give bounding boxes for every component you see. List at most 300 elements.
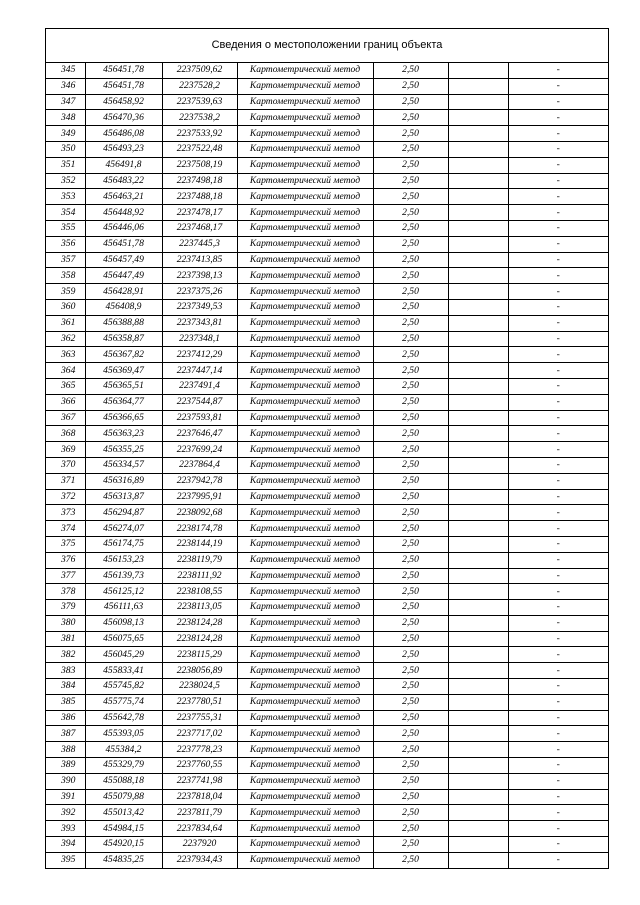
coord-x: 456153,23 bbox=[85, 552, 162, 568]
empty-cell bbox=[448, 805, 508, 821]
point-number: 379 bbox=[46, 600, 85, 616]
method-cell: Картометрический метод bbox=[237, 378, 373, 394]
coord-x: 456075,65 bbox=[85, 631, 162, 647]
description-cell: - bbox=[508, 679, 608, 695]
point-number: 346 bbox=[46, 78, 85, 94]
description-cell: - bbox=[508, 236, 608, 252]
table-row bbox=[46, 710, 608, 726]
accuracy-cell: 2,50 bbox=[373, 473, 448, 489]
point-number: 360 bbox=[46, 299, 85, 315]
coord-x: 455775,74 bbox=[85, 694, 162, 710]
description-cell: - bbox=[508, 600, 608, 616]
point-number: 388 bbox=[46, 742, 85, 758]
coord-x: 456493,23 bbox=[85, 141, 162, 157]
point-number: 363 bbox=[46, 347, 85, 363]
description-cell: - bbox=[508, 821, 608, 837]
method-cell: Картометрический метод bbox=[237, 521, 373, 537]
coord-y: 2237818,04 bbox=[162, 789, 237, 805]
accuracy-cell: 2,50 bbox=[373, 536, 448, 552]
accuracy-cell: 2,50 bbox=[373, 568, 448, 584]
empty-cell bbox=[448, 220, 508, 236]
accuracy-cell: 2,50 bbox=[373, 442, 448, 458]
description-cell: - bbox=[556, 854, 560, 866]
point-number: 368 bbox=[46, 426, 85, 442]
description-cell: - bbox=[508, 742, 608, 758]
method-cell: Картометрический метод bbox=[237, 315, 373, 331]
empty-cell bbox=[448, 600, 508, 616]
coord-x: 456364,77 bbox=[85, 394, 162, 410]
point-number: 391 bbox=[46, 789, 85, 805]
method-cell: Картометрический метод bbox=[237, 394, 373, 410]
coord-x: 456428,91 bbox=[85, 284, 162, 300]
point-number: 354 bbox=[46, 205, 85, 221]
table-row bbox=[46, 426, 608, 442]
coord-y: 2237348,1 bbox=[162, 331, 237, 347]
coord-x: 456451,78 bbox=[85, 63, 162, 78]
coord-x: 456316,89 bbox=[85, 473, 162, 489]
empty-cell bbox=[448, 521, 508, 537]
coord-x: 456366,65 bbox=[85, 410, 162, 426]
description-cell: - bbox=[508, 758, 608, 774]
point-number: 377 bbox=[46, 568, 85, 584]
empty-cell bbox=[448, 852, 508, 867]
table-row bbox=[46, 742, 608, 758]
coord-x: 456408,9 bbox=[85, 299, 162, 315]
accuracy-cell: 2,50 bbox=[373, 694, 448, 710]
description-cell: - bbox=[508, 837, 608, 853]
table-row bbox=[46, 284, 608, 300]
description-cell: - bbox=[508, 521, 608, 537]
point-number: 392 bbox=[46, 805, 85, 821]
coord-y: 2237349,53 bbox=[162, 299, 237, 315]
coord-x: 456448,92 bbox=[85, 205, 162, 221]
coord-x: 456139,73 bbox=[85, 568, 162, 584]
coord-x: 455833,41 bbox=[85, 663, 162, 679]
method-cell: Картометрический метод bbox=[237, 584, 373, 600]
method-cell: Картометрический метод bbox=[237, 189, 373, 205]
empty-cell bbox=[448, 94, 508, 110]
table-row bbox=[46, 821, 608, 837]
empty-cell bbox=[448, 347, 508, 363]
coord-y: 2237509,62 bbox=[162, 63, 237, 78]
description-cell: - bbox=[508, 94, 608, 110]
point-number: 349 bbox=[46, 126, 85, 142]
accuracy-cell: 2,50 bbox=[373, 489, 448, 505]
coord-y: 2237760,55 bbox=[162, 758, 237, 774]
empty-cell bbox=[448, 426, 508, 442]
table-row bbox=[46, 505, 608, 521]
method-cell: Картометрический метод bbox=[237, 94, 373, 110]
accuracy-cell: 2,50 bbox=[373, 284, 448, 300]
empty-cell bbox=[448, 141, 508, 157]
description-cell: - bbox=[508, 647, 608, 663]
empty-cell bbox=[448, 78, 508, 94]
coord-x: 455384,2 bbox=[85, 742, 162, 758]
description-cell: - bbox=[508, 252, 608, 268]
accuracy-cell: 2,50 bbox=[373, 457, 448, 473]
point-number: 359 bbox=[46, 284, 85, 300]
coord-x: 454835,25 bbox=[85, 852, 162, 867]
table-row bbox=[46, 647, 608, 663]
table-row bbox=[46, 442, 608, 458]
coord-y: 2238113,05 bbox=[162, 600, 237, 616]
empty-cell bbox=[448, 363, 508, 379]
point-number: 380 bbox=[46, 615, 85, 631]
method-cell: Картометрический метод bbox=[237, 220, 373, 236]
accuracy-cell: 2,50 bbox=[373, 252, 448, 268]
coord-x: 456367,82 bbox=[85, 347, 162, 363]
empty-cell bbox=[448, 837, 508, 853]
accuracy-cell: 2,50 bbox=[373, 521, 448, 537]
table-row bbox=[46, 252, 608, 268]
table-row bbox=[46, 94, 608, 110]
coord-x: 456363,23 bbox=[85, 426, 162, 442]
method-cell: Картометрический метод bbox=[237, 773, 373, 789]
point-number: 384 bbox=[46, 679, 85, 695]
point-number: 365 bbox=[46, 378, 85, 394]
method-cell: Картометрический метод bbox=[237, 837, 373, 853]
point-number: 357 bbox=[46, 252, 85, 268]
empty-cell bbox=[448, 110, 508, 126]
empty-cell bbox=[448, 252, 508, 268]
coord-y: 2237413,85 bbox=[162, 252, 237, 268]
description-cell: - bbox=[508, 315, 608, 331]
method-cell: Картометрический метод bbox=[237, 205, 373, 221]
table-row bbox=[46, 78, 608, 94]
description-cell: - bbox=[508, 726, 608, 742]
coord-y: 2237508,19 bbox=[162, 157, 237, 173]
method-cell: Картометрический метод bbox=[237, 363, 373, 379]
description-cell: - bbox=[508, 773, 608, 789]
point-number: 387 bbox=[46, 726, 85, 742]
coord-x: 456334,57 bbox=[85, 457, 162, 473]
coord-x: 456486,08 bbox=[85, 126, 162, 142]
empty-cell bbox=[448, 284, 508, 300]
coord-x: 456463,21 bbox=[85, 189, 162, 205]
accuracy-cell: 2,50 bbox=[373, 331, 448, 347]
method-cell: Картометрический метод bbox=[237, 268, 373, 284]
point-number: 356 bbox=[46, 236, 85, 252]
empty-cell bbox=[448, 758, 508, 774]
coord-x: 456457,49 bbox=[85, 252, 162, 268]
empty-cell bbox=[448, 268, 508, 284]
table-row bbox=[46, 205, 608, 221]
coord-y: 2238092,68 bbox=[162, 505, 237, 521]
coord-y: 2237522,48 bbox=[162, 141, 237, 157]
coord-y: 2238024,5 bbox=[162, 679, 237, 695]
table-row bbox=[46, 394, 608, 410]
empty-cell bbox=[448, 536, 508, 552]
coord-x: 456111,63 bbox=[85, 600, 162, 616]
coord-x: 456045,29 bbox=[85, 647, 162, 663]
description-cell: - bbox=[508, 457, 608, 473]
coord-y: 2237699,24 bbox=[162, 442, 237, 458]
accuracy-cell: 2,50 bbox=[373, 205, 448, 221]
table-row bbox=[46, 268, 608, 284]
table-row bbox=[46, 600, 608, 616]
table-row bbox=[46, 347, 608, 363]
table-row bbox=[46, 758, 608, 774]
empty-cell bbox=[448, 694, 508, 710]
coord-y: 2238124,28 bbox=[162, 615, 237, 631]
method-cell: Картометрический метод bbox=[237, 426, 373, 442]
coord-x: 456313,87 bbox=[85, 489, 162, 505]
description-cell: - bbox=[508, 552, 608, 568]
description-cell: - bbox=[508, 663, 608, 679]
coord-y: 2237646,47 bbox=[162, 426, 237, 442]
accuracy-cell: 2,50 bbox=[373, 236, 448, 252]
coord-x: 455393,05 bbox=[85, 726, 162, 742]
table-row bbox=[46, 631, 608, 647]
description-cell: - bbox=[508, 584, 608, 600]
point-number: 361 bbox=[46, 315, 85, 331]
accuracy-cell: 2,50 bbox=[373, 679, 448, 695]
method-cell: Картометрический метод bbox=[237, 821, 373, 837]
method-cell: Картометрический метод bbox=[237, 600, 373, 616]
accuracy-cell: 2,50 bbox=[373, 600, 448, 616]
method-cell: Картометрический метод bbox=[237, 489, 373, 505]
point-number: 381 bbox=[46, 631, 85, 647]
table-row bbox=[46, 805, 608, 821]
accuracy-cell: 2,50 bbox=[373, 347, 448, 363]
table-row bbox=[46, 173, 608, 189]
accuracy-cell: 2,50 bbox=[373, 710, 448, 726]
coord-y: 2238174,78 bbox=[162, 521, 237, 537]
description-cell: - bbox=[508, 789, 608, 805]
point-number: 362 bbox=[46, 331, 85, 347]
coord-y: 2237755,31 bbox=[162, 710, 237, 726]
empty-cell bbox=[448, 63, 508, 78]
point-number: 393 bbox=[46, 821, 85, 837]
empty-cell bbox=[448, 489, 508, 505]
coord-y: 2237412,29 bbox=[162, 347, 237, 363]
point-number: 374 bbox=[46, 521, 85, 537]
method-cell: Картометрический метод bbox=[237, 742, 373, 758]
accuracy-cell: 2,50 bbox=[373, 726, 448, 742]
coordinates-table-body bbox=[46, 63, 608, 868]
accuracy-cell: 2,50 bbox=[373, 63, 448, 78]
coord-x: 456451,78 bbox=[85, 236, 162, 252]
point-number: 348 bbox=[46, 110, 85, 126]
coord-y: 2237447,14 bbox=[162, 363, 237, 379]
accuracy-cell: 2,50 bbox=[373, 821, 448, 837]
method-cell: Картометрический метод bbox=[237, 536, 373, 552]
accuracy-cell: 2,50 bbox=[373, 631, 448, 647]
table-row bbox=[46, 110, 608, 126]
point-number: 395 bbox=[46, 852, 85, 867]
empty-cell bbox=[448, 157, 508, 173]
table-row bbox=[46, 410, 608, 426]
description-cell: - bbox=[508, 78, 608, 94]
method-cell: Картометрический метод bbox=[237, 789, 373, 805]
coord-y: 2237398,13 bbox=[162, 268, 237, 284]
accuracy-cell: 2,50 bbox=[373, 615, 448, 631]
table-row bbox=[46, 663, 608, 679]
table-row bbox=[46, 63, 608, 78]
description-cell: - bbox=[508, 299, 608, 315]
accuracy-cell: 2,50 bbox=[373, 94, 448, 110]
coord-x: 455013,42 bbox=[85, 805, 162, 821]
coord-y: 2238056,89 bbox=[162, 663, 237, 679]
description-cell: - bbox=[508, 205, 608, 221]
coord-y: 2237468,17 bbox=[162, 220, 237, 236]
coord-y: 2237934,43 bbox=[162, 852, 237, 867]
empty-cell bbox=[448, 173, 508, 189]
table-row bbox=[46, 726, 608, 742]
point-number: 369 bbox=[46, 442, 85, 458]
description-cell: - bbox=[508, 568, 608, 584]
point-number: 352 bbox=[46, 173, 85, 189]
description-cell: - bbox=[508, 363, 608, 379]
table-row bbox=[46, 536, 608, 552]
empty-cell bbox=[448, 647, 508, 663]
accuracy-cell: 2,50 bbox=[373, 852, 448, 867]
coordinates-table bbox=[46, 63, 608, 868]
empty-cell bbox=[448, 299, 508, 315]
method-cell: Картометрический метод bbox=[237, 410, 373, 426]
table-row bbox=[46, 837, 608, 853]
coord-x: 455329,79 bbox=[85, 758, 162, 774]
coord-x: 456447,49 bbox=[85, 268, 162, 284]
accuracy-cell: 2,50 bbox=[373, 220, 448, 236]
coord-x: 456355,25 bbox=[85, 442, 162, 458]
empty-cell bbox=[448, 726, 508, 742]
description-cell: - bbox=[508, 536, 608, 552]
table-row bbox=[46, 457, 608, 473]
point-number: 350 bbox=[46, 141, 85, 157]
accuracy-cell: 2,50 bbox=[373, 189, 448, 205]
empty-cell bbox=[448, 631, 508, 647]
point-number: 394 bbox=[46, 837, 85, 853]
coord-y: 2238115,29 bbox=[162, 647, 237, 663]
empty-cell bbox=[448, 315, 508, 331]
coord-y: 2237811,79 bbox=[162, 805, 237, 821]
coord-y: 2237593,81 bbox=[162, 410, 237, 426]
coord-x: 454984,15 bbox=[85, 821, 162, 837]
accuracy-cell: 2,50 bbox=[373, 378, 448, 394]
accuracy-cell: 2,50 bbox=[373, 299, 448, 315]
table-row bbox=[46, 236, 608, 252]
method-cell: Картометрический метод bbox=[237, 63, 373, 78]
accuracy-cell: 2,50 bbox=[373, 394, 448, 410]
description-cell: - bbox=[508, 473, 608, 489]
empty-cell bbox=[448, 205, 508, 221]
empty-cell bbox=[448, 742, 508, 758]
point-number: 366 bbox=[46, 394, 85, 410]
table-row bbox=[46, 141, 608, 157]
table-row bbox=[46, 331, 608, 347]
empty-cell bbox=[448, 378, 508, 394]
method-cell: Картометрический метод bbox=[237, 805, 373, 821]
boundary-coordinates-document bbox=[45, 28, 609, 869]
coord-y: 2237780,51 bbox=[162, 694, 237, 710]
coord-y: 2237375,26 bbox=[162, 284, 237, 300]
point-number: 371 bbox=[46, 473, 85, 489]
point-number: 385 bbox=[46, 694, 85, 710]
coord-x: 456491,8 bbox=[85, 157, 162, 173]
coord-y: 2237920 bbox=[162, 837, 237, 853]
description-cell: - bbox=[508, 141, 608, 157]
table-row bbox=[46, 789, 608, 805]
description-cell: - bbox=[508, 173, 608, 189]
method-cell: Картометрический метод bbox=[237, 663, 373, 679]
coord-y: 2238119,79 bbox=[162, 552, 237, 568]
accuracy-cell: 2,50 bbox=[373, 505, 448, 521]
accuracy-cell: 2,50 bbox=[373, 126, 448, 142]
table-row bbox=[46, 852, 608, 867]
point-number: 358 bbox=[46, 268, 85, 284]
description-cell: - bbox=[508, 615, 608, 631]
accuracy-cell: 2,50 bbox=[373, 742, 448, 758]
point-number: 345 bbox=[46, 63, 85, 78]
method-cell: Картометрический метод bbox=[237, 473, 373, 489]
method-cell: Картометрический метод bbox=[237, 852, 373, 867]
coord-x: 456358,87 bbox=[85, 331, 162, 347]
empty-cell bbox=[448, 473, 508, 489]
method-cell: Картометрический метод bbox=[237, 631, 373, 647]
coord-y: 2237528,2 bbox=[162, 78, 237, 94]
table-row bbox=[46, 299, 608, 315]
method-cell: Картометрический метод bbox=[237, 141, 373, 157]
accuracy-cell: 2,50 bbox=[373, 173, 448, 189]
point-number: 376 bbox=[46, 552, 85, 568]
table-row bbox=[46, 679, 608, 695]
method-cell: Картометрический метод bbox=[237, 679, 373, 695]
coord-y: 2238108,55 bbox=[162, 584, 237, 600]
empty-cell bbox=[448, 679, 508, 695]
description-cell: - bbox=[508, 710, 608, 726]
table-row bbox=[46, 694, 608, 710]
coord-x: 456294,87 bbox=[85, 505, 162, 521]
coord-y: 2238144,19 bbox=[162, 536, 237, 552]
table-row bbox=[46, 521, 608, 537]
description-cell: - bbox=[508, 110, 608, 126]
point-number: 386 bbox=[46, 710, 85, 726]
empty-cell bbox=[448, 505, 508, 521]
method-cell: Картометрический метод bbox=[237, 710, 373, 726]
description-cell: - bbox=[508, 631, 608, 647]
coord-x: 455079,88 bbox=[85, 789, 162, 805]
description-cell: - bbox=[508, 331, 608, 347]
table-row bbox=[46, 126, 608, 142]
accuracy-cell: 2,50 bbox=[373, 315, 448, 331]
table-row bbox=[46, 220, 608, 236]
method-cell: Картометрический метод bbox=[237, 252, 373, 268]
coord-x: 456174,75 bbox=[85, 536, 162, 552]
coord-x: 455745,82 bbox=[85, 679, 162, 695]
point-number: 372 bbox=[46, 489, 85, 505]
coord-y: 2237478,17 bbox=[162, 205, 237, 221]
description-cell: - bbox=[508, 505, 608, 521]
table-row bbox=[46, 773, 608, 789]
coord-x: 455642,78 bbox=[85, 710, 162, 726]
coord-y: 2237834,64 bbox=[162, 821, 237, 837]
table-row bbox=[46, 552, 608, 568]
accuracy-cell: 2,50 bbox=[373, 268, 448, 284]
description-cell: - bbox=[508, 394, 608, 410]
point-number: 351 bbox=[46, 157, 85, 173]
accuracy-cell: 2,50 bbox=[373, 647, 448, 663]
accuracy-cell: 2,50 bbox=[373, 789, 448, 805]
point-number: 378 bbox=[46, 584, 85, 600]
coord-x: 454920,15 bbox=[85, 837, 162, 853]
table-row bbox=[46, 189, 608, 205]
table-row bbox=[46, 157, 608, 173]
method-cell: Картометрический метод bbox=[237, 284, 373, 300]
point-number: 373 bbox=[46, 505, 85, 521]
description-cell: - bbox=[508, 378, 608, 394]
method-cell: Картометрический метод bbox=[237, 126, 373, 142]
